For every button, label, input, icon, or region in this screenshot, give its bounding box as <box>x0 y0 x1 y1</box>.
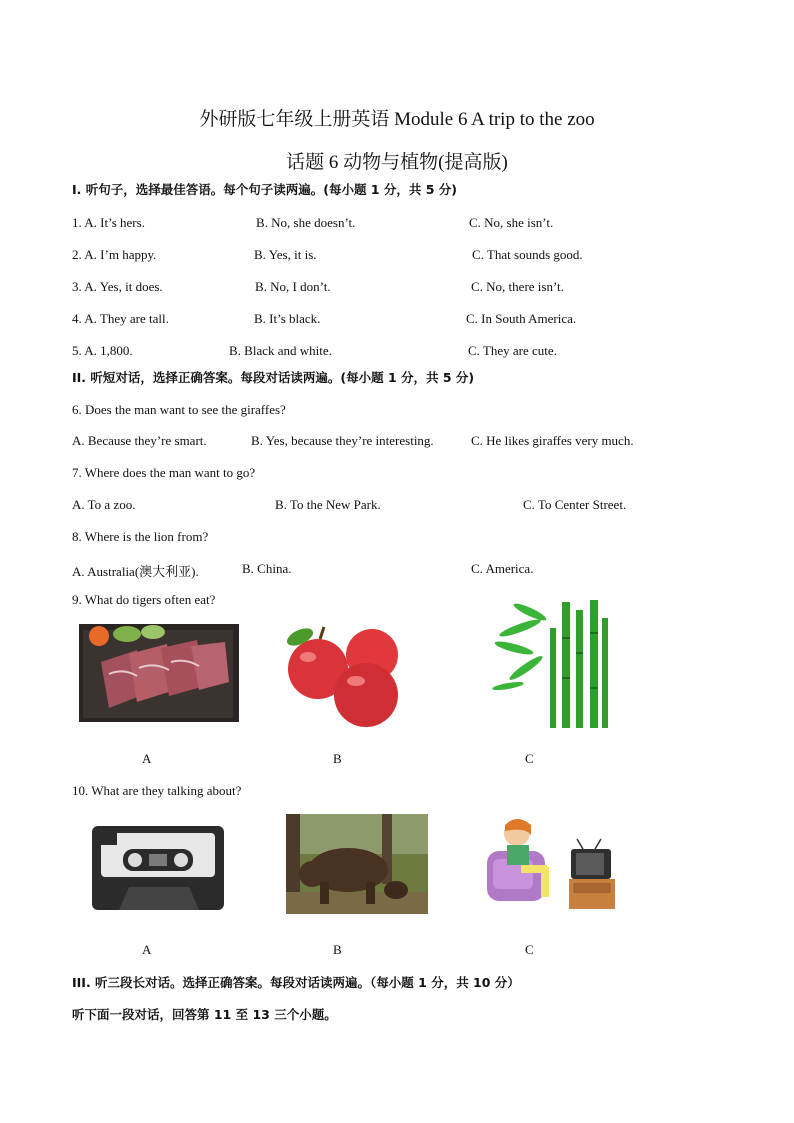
q8-option-c: C. America. <box>471 561 534 576</box>
q10-label-c: C <box>525 942 534 957</box>
q6-option-a: A. Because they’re smart. <box>72 433 207 448</box>
q1-option-c: C. No, she isn’t. <box>469 215 554 230</box>
brown-bear-image <box>286 814 428 914</box>
section-1-heading: I. 听句子，选择最佳答语。每个句子读两遍。(每小题 1 分，共 5 分) <box>72 182 457 197</box>
document-title: 外研版七年级上册英语 Module 6 A trip to the zoo <box>199 109 595 130</box>
q3-option-a: 3. A. Yes, it does. <box>72 279 163 294</box>
section-2-heading: II. 听短对话，选择正确答案。每段对话读两遍。(每小题 1 分，共 5 分) <box>72 370 475 385</box>
q10-question: 10. What are they talking about? <box>72 783 242 798</box>
q1-option-a: 1. A. It’s hers. <box>72 215 145 230</box>
q2-option-b: B. Yes, it is. <box>254 247 317 262</box>
girl-watching-tv-image <box>483 811 620 915</box>
q5-option-c: C. They are cute. <box>468 343 557 358</box>
q6-option-c: C. He likes giraffes very much. <box>471 433 634 448</box>
q7-option-c: C. To Center Street. <box>523 497 627 512</box>
beef-steak-image <box>79 624 239 722</box>
q9-label-c: C <box>525 751 534 766</box>
q4-option-a: 4. A. They are tall. <box>72 311 169 326</box>
q6-option-b: B. Yes, because they’re interesting. <box>251 433 434 448</box>
q7-question: 7. Where does the man want to go? <box>72 465 256 480</box>
q9-label-a: A <box>142 751 152 766</box>
q8-question: 8. Where is the lion from? <box>72 529 209 544</box>
q1-option-b: B. No, she doesn’t. <box>256 215 356 230</box>
q5-option-a: 5. A. 1,800. <box>72 343 133 358</box>
cassette-tape-image <box>89 823 229 915</box>
q2-option-a: 2. A. I’m happy. <box>72 247 157 262</box>
q6-question: 6. Does the man want to see the giraffes? <box>72 402 286 417</box>
q9-question: 9. What do tigers often eat? <box>72 592 216 607</box>
document-subtitle: 话题 6 动物与植物(提高版) <box>286 152 508 173</box>
section-3-heading: III. 听三段长对话。选择正确答案。每段对话读两遍。（每小题 1 分，共 10 分） <box>72 975 520 990</box>
q8-option-b: B. China. <box>242 561 292 576</box>
q7-option-a: A. To a zoo. <box>72 497 136 512</box>
q10-label-a: A <box>142 942 152 957</box>
q9-label-b: B <box>333 751 342 766</box>
bamboo-image <box>490 598 622 728</box>
q3-option-c: C. No, there isn’t. <box>471 279 564 294</box>
q10-label-b: B <box>333 942 342 957</box>
red-apples-image <box>280 623 408 729</box>
q7-option-b: B. To the New Park. <box>275 497 381 512</box>
q4-option-b: B. It’s black. <box>254 311 321 326</box>
q2-option-c: C. That sounds good. <box>472 247 583 262</box>
q4-option-c: C. In South America. <box>466 311 577 326</box>
section-3-instruction: 听下面一段对话，回答第 11 至 13 三个小题。 <box>72 1007 337 1022</box>
q8-option-a: A. Australia(澳大利亚). <box>72 564 199 579</box>
q3-option-b: B. No, I don’t. <box>255 279 331 294</box>
q5-option-b: B. Black and white. <box>229 343 332 358</box>
